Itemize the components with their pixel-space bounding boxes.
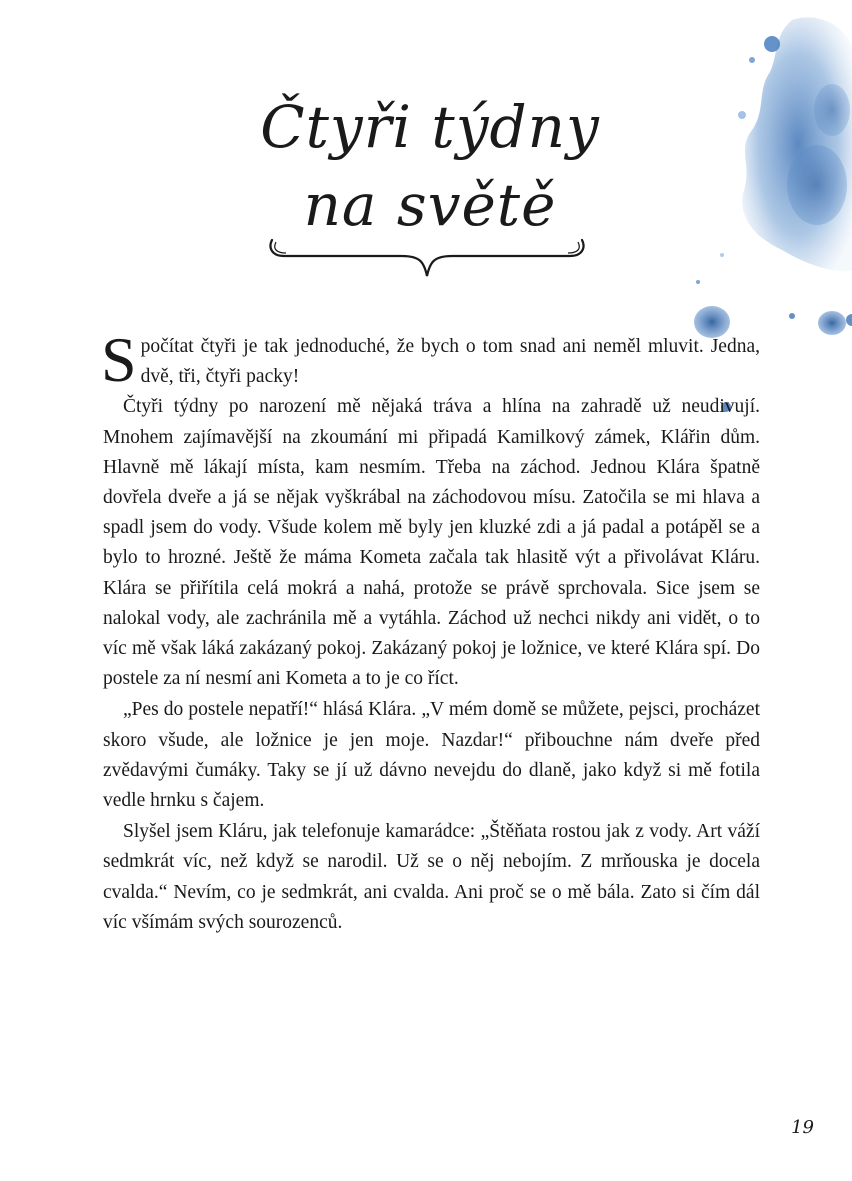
paragraph-2: Čtyři týdny po narození mě nějaká tráva a hlína na zahradě už neudivují. Mnohem zajímavější na zkoumání mi připadá Kamilkový zámek, Klářin dům. Hlavně mě lákají místa, kam nesmím. Třeba na záchod. Jednou Klára špatně dovřela dveře a já se nějak vyškrábal na záchodovou mísu. Zatočila se mi hlava a spadl jsem do vody. Všude kolem mě byly jen kluzké zdi a já padal a potápěl se a bylo to hrozné. Ještě že máma Kometa začala tak hlasitě výt a přivolávat Kláru. Klára se přiřítila celá mokrá a nahá, protože se právě sprchovala. Sice jsem se nalokal vody, ale zachránila mě a vytáhla. Záchod už nechci nikdy ani vidět, o to víc mě však láká zakázaný pokoj. Zakázaný pokoj je ložnice, ve které Klára spí. Do postele za ní nesmí ani Kometa a to je co říct. <box>103 396 760 690</box>
paragraph-1-text: počítat čtyři je tak jednoduché, že bych o tom snad ani neměl mluvit. Jedna, dvě, tři, čtyři packy! <box>140 336 760 388</box>
drop-cap: S <box>101 324 137 395</box>
paragraph-1 <box>101 324 760 395</box>
chapter-title-line1: Čtyři týdny <box>260 93 600 161</box>
page-number: 19 <box>791 1117 814 1138</box>
paragraph-3: „Pes do postele nepatří!“ hlásá Klára. „V mém domě se můžete, pejsci, procházet skoro všude, ale ložnice je jen moje. Nazdar!“ přibouchne nám dveře před zvědavými čumáky. Taky se jí už dávno nevejdu do dlaně, jako když si mě fotila vedle hrnku s čajem. <box>103 699 760 812</box>
paragraph-4: Slyšel jsem Kláru, jak telefonuje kamarádce: „Štěňata rostou jak z vody. Art váží sedmkrát víc, než když se narodil. Už se o něj nebojím. Z mrňouska je docela cvalda.“ Nevím, co je sedmkrát, ani cvalda. Ani proč se o mě bála. Zato si čím dál víc všímám svých sourozenců. <box>103 821 760 933</box>
chapter-body <box>101 324 760 938</box>
ornamental-flourish-icon <box>262 226 592 286</box>
chapter-title-line2: na světě <box>303 171 557 239</box>
